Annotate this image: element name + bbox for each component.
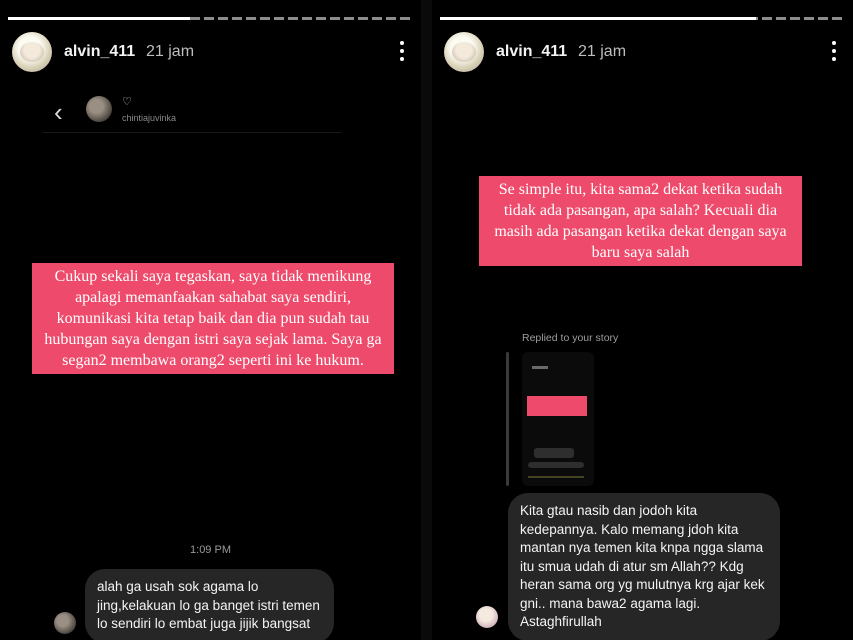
sender-avatar	[476, 606, 498, 628]
thumb-header	[532, 366, 548, 369]
dm-avatar	[86, 96, 112, 122]
story-text-overlay: Cukup sekali saya tegaskan, saya tidak menikung apalagi memanfaakan sahabat saya sendiri, komunikasi kita tetap baik dan dia pun sudah tau hubungan saya dengan istri saya sejak lama. Saya ga segan2 membawa orang2 seperti ini ke hukum.	[32, 263, 394, 374]
panel-divider	[421, 0, 432, 640]
more-vertical-icon[interactable]	[829, 38, 839, 64]
dm-screenshot-header	[42, 92, 342, 133]
story-time-ago: 21 jam	[578, 43, 627, 60]
story-progress-fill	[8, 17, 190, 20]
reply-quote-bar	[506, 352, 509, 486]
message-timestamp: 1:09 PM	[190, 544, 231, 556]
thumb-text-block	[527, 396, 587, 416]
story-progress-fill	[440, 17, 756, 20]
story-progress-bar	[8, 17, 413, 20]
thumb-bubble	[528, 462, 584, 468]
heart-icon: ♡	[122, 96, 132, 108]
story-username[interactable]: alvin_411	[496, 43, 568, 60]
story-text-overlay: Se simple itu, kita sama2 dekat ketika sudah tidak ada pasangan, apa salah? Kecuali dia masih ada pasangan ketika dekat dengan saya baru saya salah	[479, 176, 802, 266]
replied-to-story-label: Replied to your story	[522, 332, 619, 344]
story-panel-right[interactable]	[432, 0, 853, 640]
story-panel-left[interactable]	[0, 0, 421, 640]
more-vertical-icon[interactable]	[397, 38, 407, 64]
thumb-footer	[528, 476, 584, 478]
story-progress-bar	[440, 17, 845, 20]
story-time-ago: 21 jam	[146, 43, 195, 60]
story-username[interactable]: alvin_411	[64, 43, 136, 60]
story-thumbnail[interactable]	[522, 352, 594, 486]
message-bubble: Kita gtau nasib dan jodoh kita kedepannya. Kalo memang jdoh kita mantan nya temen kita knpa ngga slama itu smua udah di atur sm Allah?? Kdg heran sama org yg mulutnya krg ajar kek gni.. mana bawa2 agama lagi. Astaghfirullah	[508, 493, 780, 640]
sender-avatar	[54, 612, 76, 634]
chevron-left-icon: ‹	[54, 97, 63, 127]
avatar[interactable]	[12, 32, 52, 72]
avatar[interactable]	[444, 32, 484, 72]
message-bubble: alah ga usah sok agama lo jing,kelakuan lo ga banget istri temen lo sendiri lo embat juga jijik bangsat	[85, 569, 334, 640]
thumb-bubble	[534, 448, 574, 458]
dm-username: chintiajuvinka	[122, 113, 177, 123]
